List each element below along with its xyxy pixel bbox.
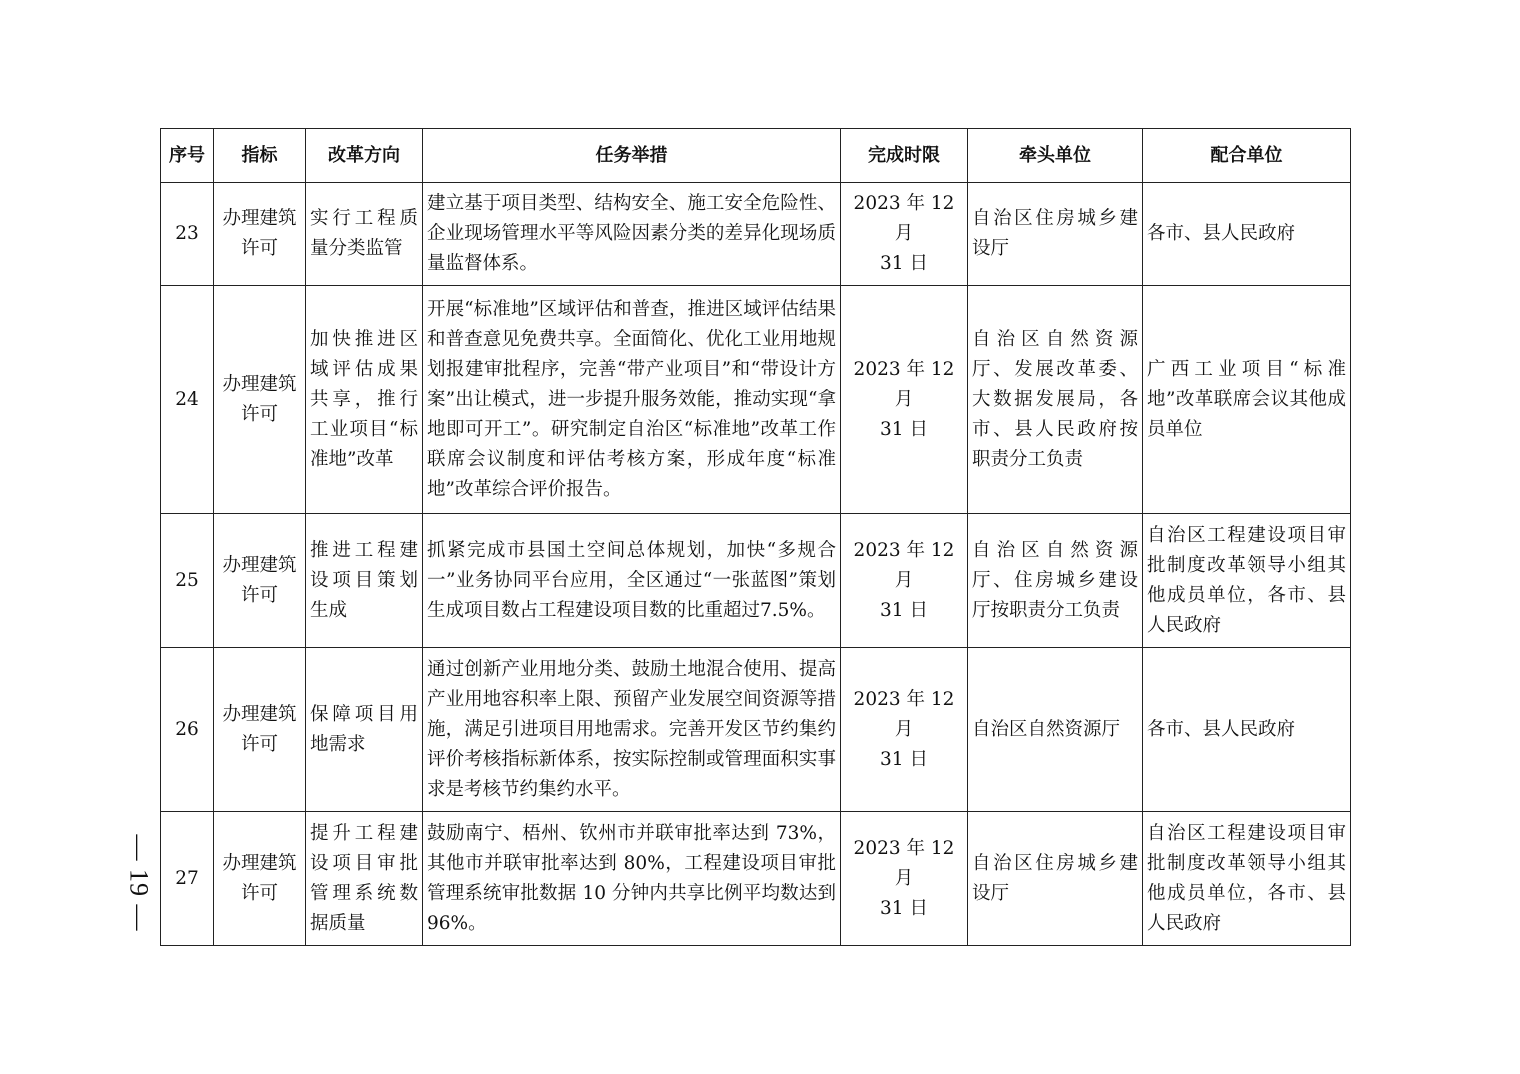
cell-direction: 加快推进区域评估成果共享，推行工业项目“标准地”改革 xyxy=(306,286,423,514)
cell-coop-unit: 自治区工程建设项目审批制度改革领导小组其他成员单位，各市、县人民政府 xyxy=(1143,514,1351,648)
cell-no: 23 xyxy=(161,183,214,286)
cell-deadline: 2023 年 12 月 31 日 xyxy=(841,648,968,812)
table-row xyxy=(161,183,1351,286)
cell-indicator: 办理建筑 许可 xyxy=(214,514,306,648)
cell-lead-unit: 自治区住房城乡建设厅 xyxy=(968,812,1143,946)
cell-task: 鼓励南宁、梧州、钦州市并联审批率达到 73%，其他市并联审批率达到 80%，工程建设项目审批管理系统审批数据 10 分钟内共享比例平均数达到 96%。 xyxy=(423,812,841,946)
reform-task-table xyxy=(160,128,1351,946)
header-direction: 改革方向 xyxy=(306,129,423,183)
cell-coop-unit: 各市、县人民政府 xyxy=(1143,648,1351,812)
cell-deadline: 2023 年 12 月 31 日 xyxy=(841,286,968,514)
table-header-row xyxy=(161,129,1351,183)
cell-coop-unit: 各市、县人民政府 xyxy=(1143,183,1351,286)
cell-task: 抓紧完成市县国土空间总体规划，加快“多规合一”业务协同平台应用，全区通过“一张蓝图”策划生成项目数占工程建设项目数的比重超过7.5%。 xyxy=(423,514,841,648)
cell-direction: 推进工程建设项目策划生成 xyxy=(306,514,423,648)
page-number xyxy=(118,820,158,945)
cell-lead-unit: 自治区自然资源厅 xyxy=(968,648,1143,812)
cell-lead-unit: 自治区自然资源厅、住房城乡建设厅按职责分工负责 xyxy=(968,514,1143,648)
header-no: 序号 xyxy=(161,129,214,183)
cell-task: 开展“标准地”区域评估和普查，推进区域评估结果和普查意见免费共享。全面简化、优化工业用地规划报建审批程序，完善“带产业项目”和“带设计方案”出让模式，进一步提升服务效能，推动实现“拿地即可开工”。研究制定自治区“标准地”改革工作联席会议制度和评估考核方案，形成年度“标准地”改革综合评价报告。 xyxy=(423,286,841,514)
cell-indicator: 办理建筑 许可 xyxy=(214,183,306,286)
cell-deadline: 2023 年 12 月 31 日 xyxy=(841,514,968,648)
cell-indicator: 办理建筑 许可 xyxy=(214,812,306,946)
table-row xyxy=(161,648,1351,812)
header-lead-unit: 牵头单位 xyxy=(968,129,1143,183)
cell-no: 26 xyxy=(161,648,214,812)
page-number-text: — 19 — xyxy=(124,834,153,931)
cell-indicator: 办理建筑 许可 xyxy=(214,648,306,812)
cell-no: 27 xyxy=(161,812,214,946)
cell-coop-unit: 广西工业项目“标准地”改革联席会议其他成员单位 xyxy=(1143,286,1351,514)
table-row xyxy=(161,514,1351,648)
cell-lead-unit: 自治区住房城乡建设厅 xyxy=(968,183,1143,286)
table-row xyxy=(161,286,1351,514)
cell-deadline: 2023 年 12 月 31 日 xyxy=(841,183,968,286)
header-indicator: 指标 xyxy=(214,129,306,183)
cell-task: 建立基于项目类型、结构安全、施工安全危险性、企业现场管理水平等风险因素分类的差异化现场质量监督体系。 xyxy=(423,183,841,286)
cell-direction: 实行工程质量分类监管 xyxy=(306,183,423,286)
header-coop-unit: 配合单位 xyxy=(1143,129,1351,183)
cell-deadline: 2023 年 12 月 31 日 xyxy=(841,812,968,946)
cell-lead-unit: 自治区自然资源厅、发展改革委、大数据发展局，各市、县人民政府按职责分工负责 xyxy=(968,286,1143,514)
cell-task: 通过创新产业用地分类、鼓励土地混合使用、提高产业用地容积率上限、预留产业发展空间资源等措施，满足引进项目用地需求。完善开发区节约集约评价考核指标新体系，按实际控制或管理面积实事求是考核节约集约水平。 xyxy=(423,648,841,812)
table-row xyxy=(161,812,1351,946)
header-deadline: 完成时限 xyxy=(841,129,968,183)
cell-indicator: 办理建筑 许可 xyxy=(214,286,306,514)
cell-coop-unit: 自治区工程建设项目审批制度改革领导小组其他成员单位，各市、县人民政府 xyxy=(1143,812,1351,946)
header-task: 任务举措 xyxy=(423,129,841,183)
cell-direction: 提升工程建设项目审批管理系统数据质量 xyxy=(306,812,423,946)
cell-direction: 保障项目用地需求 xyxy=(306,648,423,812)
cell-no: 24 xyxy=(161,286,214,514)
cell-no: 25 xyxy=(161,514,214,648)
